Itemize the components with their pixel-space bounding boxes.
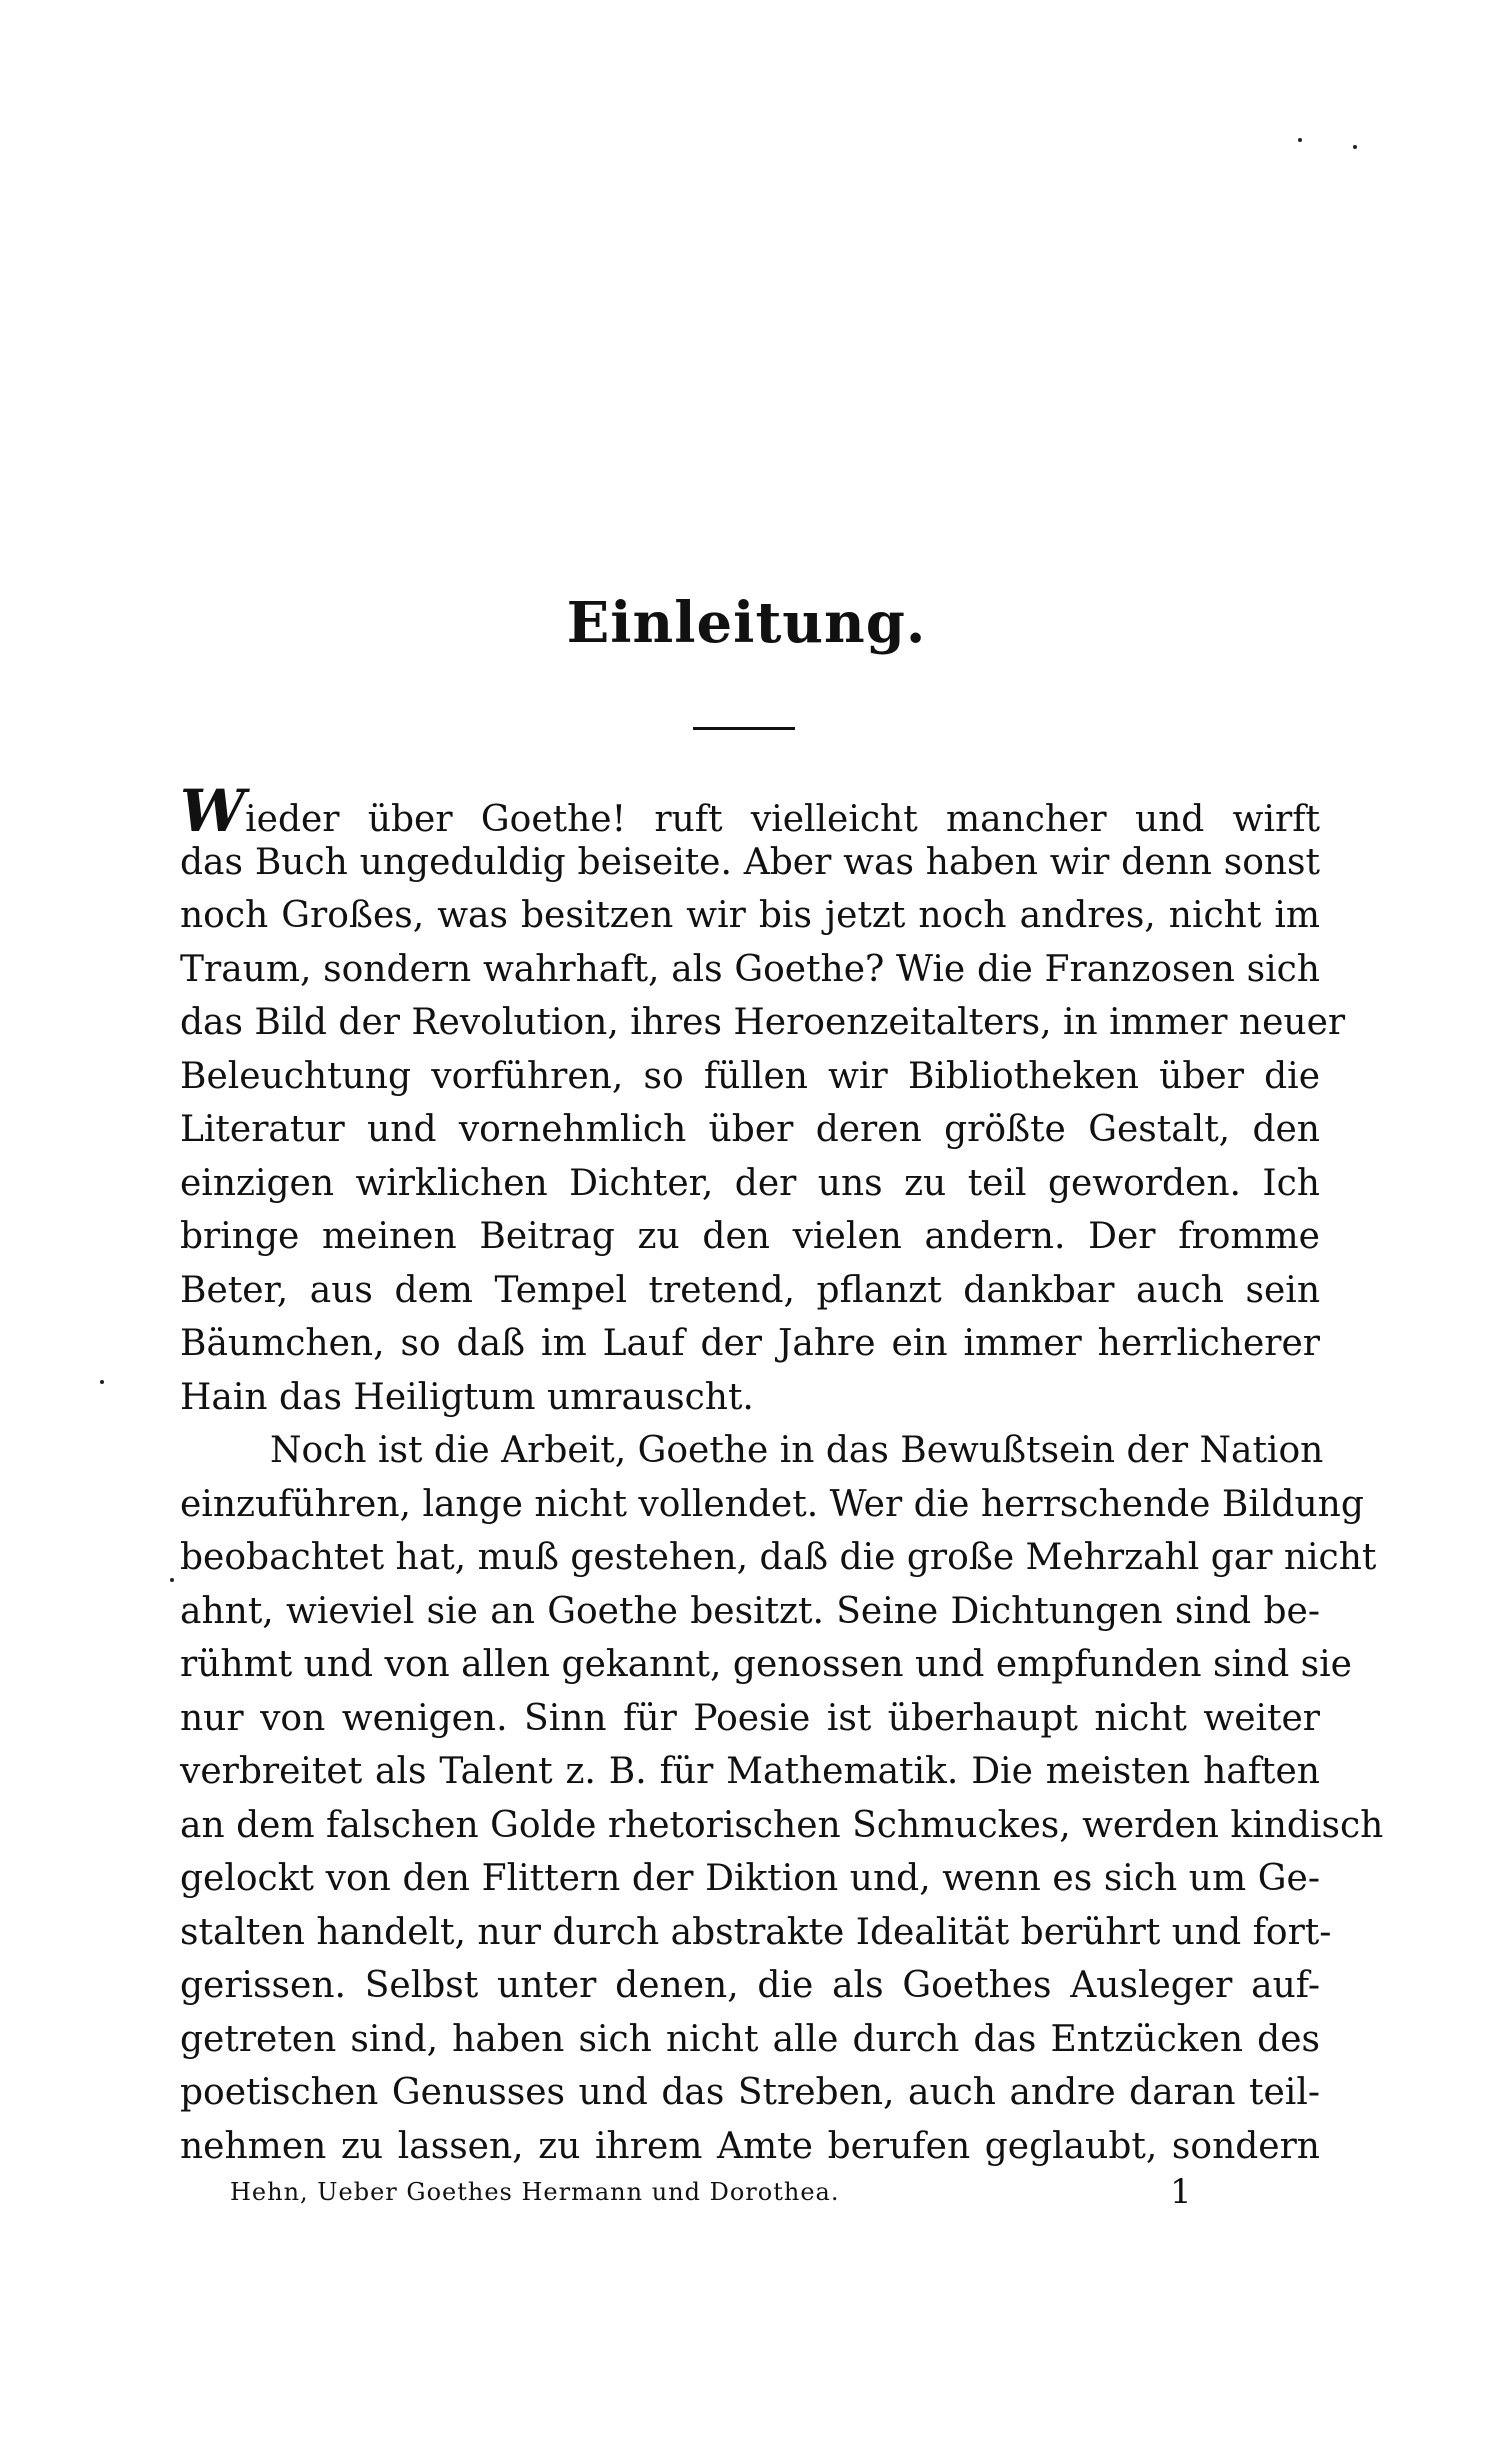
page-number: 1 — [1170, 2172, 1193, 2212]
text-line: bringe meinen Beitrag zu den vielen andern. Der fromme — [180, 1216, 1320, 1257]
text-line: ahnt, wieviel sie an Goethe besitzt. Seine Dichtungen sind be- — [180, 1590, 1320, 1632]
text-line: gelockt von den Flittern der Diktion und, wenn es sich um Ge- — [180, 1858, 1320, 1899]
text-line: Traum, sondern wahrhaft, als Goethe? Wie die Franzosen sich — [180, 948, 1320, 990]
title-rule — [693, 727, 795, 730]
text-line: getreten sind, haben sich nicht alle durch das Entzücken des — [180, 2018, 1320, 2060]
text-line: Literatur und vornehmlich über deren größte Gestalt, den — [180, 1109, 1320, 1150]
text-line: verbreitet als Talent z. B. für Mathematik. Die meisten haften — [180, 1751, 1320, 1792]
text-line: einzuführen, lange nicht vollendet. Wer die herrschende Bildung — [180, 1483, 1364, 1525]
text-line: beobachtet hat, muß gestehen, daß die große Mehrzahl gar nicht — [180, 1537, 1377, 1578]
text-line: das Bild der Revolution, ihres Heroenzeitalters, in immer neuer — [180, 1002, 1346, 1043]
text-line: poetischen Genusses und das Streben, auch andre daran teil- — [180, 2072, 1320, 2113]
chapter-title: Einleitung. — [566, 590, 927, 656]
drop-cap: W — [180, 777, 246, 845]
text-line: nur von wenigen. Sinn für Poesie ist überhaupt nicht weiter — [180, 1697, 1320, 1739]
printer-signature: Hehn, Ueber Goethes Hermann und Dorothea. — [230, 2178, 840, 2206]
text-line: noch Großes, was besitzen wir bis jetzt noch andres, nicht im — [180, 895, 1320, 936]
print-speck — [1353, 145, 1357, 149]
text-line: gerissen. Selbst unter denen, die als Goethes Ausleger auf- — [180, 1965, 1320, 2006]
text-line: Wieder über Goethe! ruft vielleicht mancher und wirft — [180, 777, 1320, 845]
text-line: das Buch ungeduldig beiseite. Aber was haben wir denn sonst — [180, 841, 1320, 883]
text-line: Beleuchtung vorführen, so füllen wir Bibliotheken über die — [180, 1055, 1320, 1097]
text-line: Noch ist die Arbeit, Goethe in das Bewußtsein der Nation — [270, 1430, 1324, 1471]
text-line: Beter, aus dem Tempel tretend, pflanzt dankbar auch sein — [180, 1269, 1320, 1311]
text-line: Hain das Heiligtum umrauscht. — [180, 1376, 754, 1418]
text-line: einzigen wirklichen Dichter, der uns zu teil geworden. Ich — [180, 1162, 1320, 1204]
text-line: stalten handelt, nur durch abstrakte Idealität berührt und fort- — [180, 1911, 1332, 1953]
text-line: an dem falschen Golde rhetorischen Schmuckes, werden kindisch — [180, 1804, 1384, 1846]
text-line: rühmt und von allen gekannt, genossen und empfunden sind sie — [180, 1644, 1352, 1685]
print-speck — [1298, 138, 1302, 142]
body-text — [180, 777, 1384, 2173]
print-speck — [100, 1380, 104, 1384]
print-speck — [170, 1578, 174, 1582]
text-line: Bäumchen, so daß im Lauf der Jahre ein immer herrlicherer — [180, 1323, 1320, 1364]
page-footer — [180, 2172, 1320, 2218]
text-line: nehmen zu lassen, zu ihrem Amte berufen geglaubt, sondern — [180, 2125, 1320, 2167]
